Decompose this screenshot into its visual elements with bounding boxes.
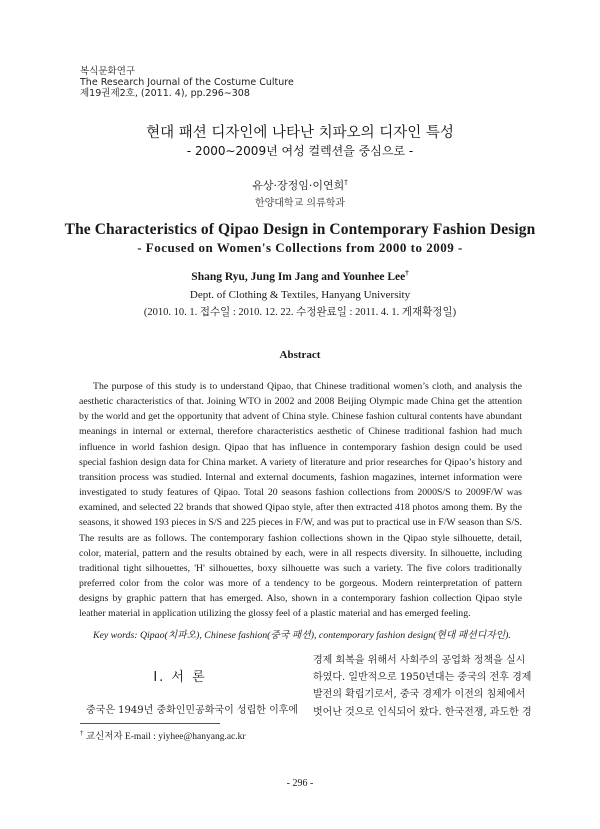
footnote-divider <box>80 723 220 724</box>
journal-header <box>80 66 294 99</box>
volume-info: 제19권제2호, (2011. 4), pp.296∼308 <box>80 88 250 99</box>
english-author-names: Shang Ryu, Jung Im Jang and Younhee Lee <box>191 270 406 283</box>
keywords: Key words: Qipao(치파오), Chinese fashion(중국 패션), contemporary fashion design(현대 패션디자인). <box>93 630 511 641</box>
page-number: - 296 - <box>286 778 314 789</box>
korean-title: 현대 패션 디자인에 나타난 치파오의 디자인 특성 <box>146 125 454 141</box>
english-title: The Characteristics of Qipao Design in Contemporary Fashion Design <box>64 221 536 238</box>
corresponding-mark: † <box>344 178 348 187</box>
intro-left-column: 중국은 1949년 중화인민공화국이 성립한 이후에 <box>86 705 299 716</box>
abstract-heading: Abstract <box>279 349 321 361</box>
korean-subtitle: - 2000∼2009년 여성 컬렉션을 중심으로 - <box>186 144 414 158</box>
abstract-text: The purpose of this study is to understand Qipao, that Chinese traditional women’s cloth, and analysis the aesthetic characteristics of that. Joining WTO in 2002 and 2008 Beijing Olympic made China get the attention by the world and get the opportunity that advent of China style. Chinese fashion cultural contents have abundant meanings in internal or external, therefore characteristics aesthetic of Chinese traditional fashion had much influence in world fashion design. Qipao that has influence in contemporary fashion design could be used special fashion design data for China market. A variety of literature and prior researches for Qipao’s history and transition process was studied. Internal and external documents, fashion magazines, internet information were investigated to study features of Qipao. Total 20 seasons fashion collections from 2000S/S to 2009F/W was examined, and selected 22 brands that showed Qipao style, after then extracted 418 photos among them. By the seasons, it showed 193 pieces in S/S and 225 pieces in F/W, and was put to practical use in F/W season than S/S. The results are as follows. The contemporary fashion collections shown in the Qipao style silhouette, detail, color, material, pattern and the results obtained by each, were in all respects diversity. In silhouette, including traditional tight silhouettes, 'H' silhouettes, boxy silhouette was such a variety. The five colors traditionally preferred color from the color was more of a tendency to be gorgeous. Modern reinterpretation of pattern designs by graphic pattern that has emerged. Also, shown in a contemporary fashion collection Qipao style leather material in application utilizing the glossy feel of a plastic material and has emerged feeling. <box>79 381 522 620</box>
submission-dates: (2010. 10. 1. 접수일 : 2010. 12. 22. 수정완료일 : 2011. 4. 1. 게재확정일) <box>143 307 457 318</box>
intro-right-line: 경제 회복을 위해서 사회주의 공업화 정책을 실시 <box>313 655 526 666</box>
english-subtitle: - Focused on Women's Collections from 2000 to 2009 - <box>137 240 463 255</box>
korean-authors <box>0 177 600 193</box>
intro-right-column <box>313 652 532 721</box>
intro-right-line: 하였다. 일반적으로 1950년대는 중국의 전후 경제 <box>313 672 532 684</box>
intro-right-line: 발전의 확립기로서, 중국 경제가 이전의 침체에서 <box>313 689 526 701</box>
journal-name-korean: 복식문화연구 <box>80 66 136 77</box>
journal-name-english: The Research Journal of the Costume Culture <box>80 77 294 88</box>
footnote-text: 교신저자 E-mail : yiyhee@hanyang.ac.kr <box>83 732 246 742</box>
korean-author-names: 유상·장정임·이연희 <box>252 179 345 192</box>
english-authors <box>0 269 600 283</box>
english-affiliation: Dept. of Clothing & Textiles, Hanyang University <box>189 289 411 301</box>
section-heading: Ⅰ. 서 론 <box>153 670 207 685</box>
intro-right-line: 벗어난 것으로 인식되어 왔다. 한국전쟁, 과도한 경 <box>313 706 532 718</box>
korean-affiliation: 한양대학교 의류학과 <box>254 198 346 209</box>
footnote <box>80 728 246 742</box>
footnote-mark: † <box>80 728 84 737</box>
corresponding-mark-en: † <box>405 269 409 277</box>
